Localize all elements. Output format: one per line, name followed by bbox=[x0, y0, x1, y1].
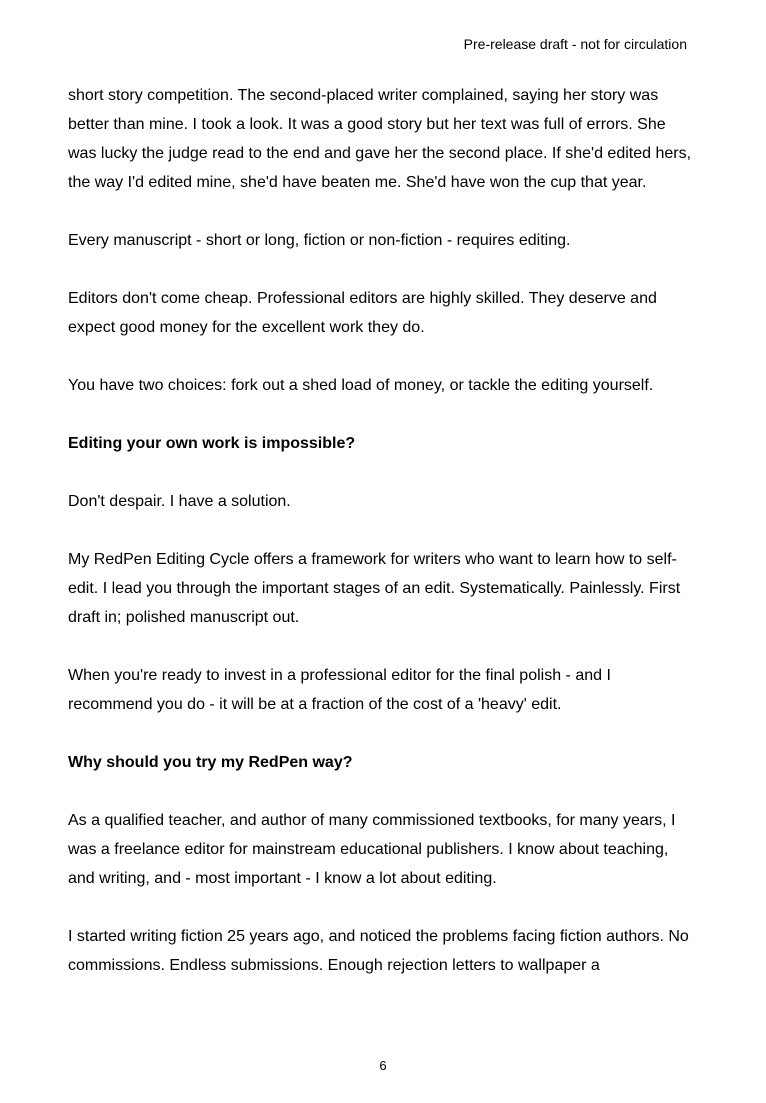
body-paragraph: As a qualified teacher, and author of many commissioned textbooks, for many years, I was a freelance editor for mainstream educational publishers. I know about teaching, and writing, and - most important - I know a lot about editing. bbox=[68, 812, 676, 887]
body-paragraph: Editors don't come cheap. Professional editors are highly skilled. They deserve and expect good money for the excellent work they do. bbox=[68, 290, 657, 336]
body-paragraph: short story competition. The second-placed writer complained, saying her story was better than mine. I took a look. It was a good story but her text was full of errors. She was lucky the judge read to the end and gave her the second place. If she'd edited hers, the way I'd edited mine, she'd have beaten me. She'd have won the cup that year. bbox=[68, 87, 692, 191]
section-heading: Why should you try my RedPen way? bbox=[68, 754, 353, 771]
body-paragraph: I started writing fiction 25 years ago, and noticed the problems facing fiction authors. No commissions. Endless submissions. Enough rejection letters to wallpaper a bbox=[68, 928, 689, 974]
page-number: 6 bbox=[379, 1058, 387, 1073]
body-paragraph: Every manuscript - short or long, fiction or non-fiction - requires editing. bbox=[68, 232, 571, 249]
body-paragraph: When you're ready to invest in a professional editor for the final polish - and I recommend you do - it will be at a fraction of the cost of a 'heavy' edit. bbox=[68, 667, 611, 713]
page-header: Pre-release draft - not for circulation bbox=[463, 36, 687, 52]
body-paragraph: My RedPen Editing Cycle offers a framework for writers who want to learn how to self-edit. I lead you through the important stages of an edit. Systematically. Painlessly. First draft in; polished manuscript out. bbox=[68, 551, 681, 626]
page-body bbox=[68, 81, 698, 1009]
body-paragraph: Don't despair. I have a solution. bbox=[68, 493, 291, 510]
section-heading: Editing your own work is impossible? bbox=[68, 435, 356, 452]
body-paragraph: You have two choices: fork out a shed load of money, or tackle the editing yourself. bbox=[68, 377, 654, 394]
